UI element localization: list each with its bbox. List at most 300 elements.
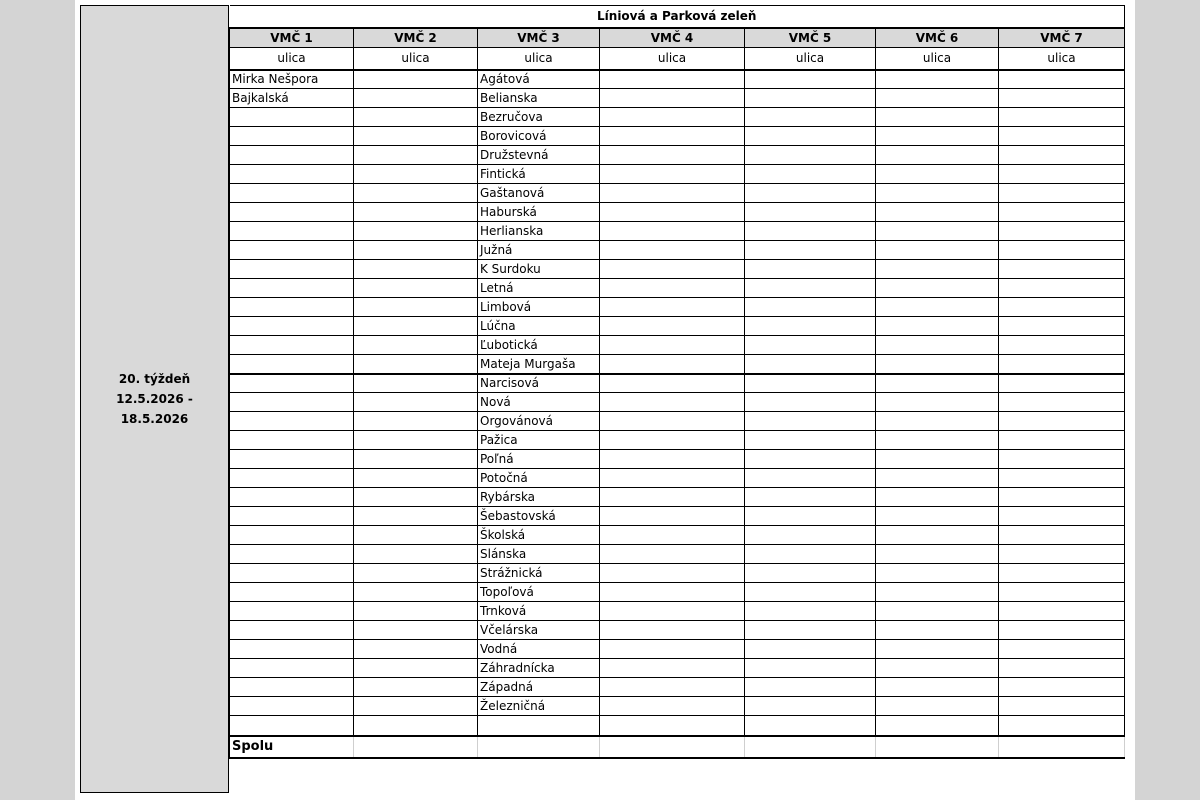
- cell-vmc-2[interactable]: [354, 355, 478, 374]
- cell-vmc-3[interactable]: Potočná: [478, 469, 600, 488]
- cell-vmc-3[interactable]: Ľubotická: [478, 336, 600, 355]
- cell-vmc-7[interactable]: [999, 222, 1125, 241]
- cell-vmc-6[interactable]: [876, 526, 999, 545]
- cell-vmc-3[interactable]: Gaštanová: [478, 184, 600, 203]
- column-header-vmc-5[interactable]: VMČ 5: [745, 28, 876, 48]
- cell-vmc-5[interactable]: [745, 697, 876, 716]
- cell-vmc-2[interactable]: [354, 89, 478, 108]
- table-row: [230, 659, 1125, 678]
- table-row: [230, 469, 1125, 488]
- cell-vmc-2[interactable]: [354, 469, 478, 488]
- cell-vmc-4[interactable]: [600, 697, 745, 716]
- cell-vmc-1[interactable]: [230, 203, 354, 222]
- column-header-vmc-2[interactable]: VMČ 2: [354, 28, 478, 48]
- cell-vmc-6[interactable]: [876, 488, 999, 507]
- cell-vmc-5[interactable]: [745, 431, 876, 450]
- cell-vmc-4[interactable]: [600, 70, 745, 89]
- cell-vmc-1[interactable]: [230, 431, 354, 450]
- cell-vmc-6[interactable]: [876, 621, 999, 640]
- cell-vmc-2[interactable]: [354, 621, 478, 640]
- cell-vmc-3[interactable]: Záhradnícka: [478, 659, 600, 678]
- cell-vmc-1[interactable]: [230, 108, 354, 127]
- cell-vmc-2[interactable]: [354, 298, 478, 317]
- cell-vmc-2[interactable]: [354, 279, 478, 298]
- cell-vmc-6[interactable]: [876, 640, 999, 659]
- cell-vmc-7[interactable]: [999, 317, 1125, 336]
- cell-vmc-2[interactable]: [354, 317, 478, 336]
- cell-vmc-2[interactable]: [354, 640, 478, 659]
- cell-vmc-1[interactable]: [230, 545, 354, 564]
- cell-vmc-4[interactable]: [600, 526, 745, 545]
- cell-vmc-4[interactable]: [600, 298, 745, 317]
- cell-vmc-7[interactable]: [999, 203, 1125, 222]
- cell-vmc-2[interactable]: [354, 659, 478, 678]
- cell-vmc-2[interactable]: [354, 184, 478, 203]
- cell-vmc-7[interactable]: [999, 355, 1125, 374]
- table-row: [230, 621, 1125, 640]
- cell-vmc-3[interactable]: Nová: [478, 393, 600, 412]
- table-row: [230, 488, 1125, 507]
- cell-vmc-3[interactable]: Borovicová: [478, 127, 600, 146]
- cell-vmc-3[interactable]: Šebastovská: [478, 507, 600, 526]
- cell-vmc-3[interactable]: Narcisová: [478, 374, 600, 393]
- cell-vmc-4[interactable]: [600, 241, 745, 260]
- cell-vmc-5[interactable]: [745, 279, 876, 298]
- table-row: [230, 697, 1125, 716]
- cell-vmc-7[interactable]: [999, 507, 1125, 526]
- table-row: [230, 564, 1125, 583]
- cell-vmc-5[interactable]: [745, 393, 876, 412]
- cell-vmc-6[interactable]: [876, 127, 999, 146]
- table-row: [230, 431, 1125, 450]
- cell-vmc-3[interactable]: Družstevná: [478, 146, 600, 165]
- cell-vmc-1[interactable]: [230, 355, 354, 374]
- cell-empty[interactable]: [600, 716, 745, 736]
- cell-vmc-4[interactable]: [600, 108, 745, 127]
- column-subheader-ulica[interactable]: ulica: [876, 48, 999, 70]
- cell-vmc-7[interactable]: [999, 564, 1125, 583]
- table-row: [230, 640, 1125, 659]
- cell-vmc-2[interactable]: [354, 583, 478, 602]
- cell-vmc-4[interactable]: [600, 450, 745, 469]
- cell-vmc-5[interactable]: [745, 165, 876, 184]
- cell-vmc-1[interactable]: [230, 450, 354, 469]
- cell-vmc-4[interactable]: [600, 564, 745, 583]
- cell-vmc-3[interactable]: Južná: [478, 241, 600, 260]
- cell-vmc-5[interactable]: [745, 317, 876, 336]
- cell-vmc-2[interactable]: [354, 165, 478, 184]
- cell-vmc-1[interactable]: [230, 602, 354, 621]
- cell-vmc-1[interactable]: [230, 564, 354, 583]
- cell-vmc-1[interactable]: [230, 583, 354, 602]
- cell-vmc-1[interactable]: [230, 488, 354, 507]
- cell-vmc-7[interactable]: [999, 241, 1125, 260]
- cell-vmc-1[interactable]: [230, 279, 354, 298]
- cell-vmc-1[interactable]: [230, 526, 354, 545]
- cell-vmc-5[interactable]: [745, 222, 876, 241]
- cell-vmc-3[interactable]: Školská: [478, 526, 600, 545]
- cell-vmc-6[interactable]: [876, 374, 999, 393]
- column-subheader-ulica[interactable]: ulica: [999, 48, 1125, 70]
- cell-vmc-2[interactable]: [354, 450, 478, 469]
- cell-vmc-4[interactable]: [600, 222, 745, 241]
- cell-vmc-7[interactable]: [999, 488, 1125, 507]
- cell-vmc-3[interactable]: Poľná: [478, 450, 600, 469]
- cell-vmc-1[interactable]: [230, 241, 354, 260]
- cell-vmc-5[interactable]: [745, 583, 876, 602]
- cell-vmc-6[interactable]: [876, 203, 999, 222]
- cell-vmc-7[interactable]: [999, 127, 1125, 146]
- cell-vmc-7[interactable]: [999, 469, 1125, 488]
- cell-empty[interactable]: [999, 716, 1125, 736]
- table-row: [230, 374, 1125, 393]
- total-cell[interactable]: [478, 736, 600, 758]
- cell-vmc-5[interactable]: [745, 336, 876, 355]
- cell-vmc-3[interactable]: Pažica: [478, 431, 600, 450]
- table-row: [230, 526, 1125, 545]
- cell-vmc-4[interactable]: [600, 488, 745, 507]
- cell-vmc-2[interactable]: [354, 222, 478, 241]
- total-row: [230, 736, 1125, 758]
- cell-vmc-1[interactable]: [230, 507, 354, 526]
- cell-vmc-2[interactable]: [354, 697, 478, 716]
- cell-vmc-2[interactable]: [354, 507, 478, 526]
- cell-vmc-5[interactable]: [745, 659, 876, 678]
- cell-vmc-6[interactable]: [876, 355, 999, 374]
- cell-vmc-6[interactable]: [876, 89, 999, 108]
- total-label[interactable]: Spolu: [230, 736, 354, 758]
- cell-vmc-5[interactable]: [745, 450, 876, 469]
- cell-vmc-4[interactable]: [600, 203, 745, 222]
- column-header-vmc-1[interactable]: VMČ 1: [230, 28, 354, 48]
- table-row-empty: [230, 716, 1125, 736]
- cell-vmc-5[interactable]: [745, 298, 876, 317]
- cell-vmc-3[interactable]: Strážnická: [478, 564, 600, 583]
- column-subheader-ulica[interactable]: ulica: [745, 48, 876, 70]
- cell-vmc-7[interactable]: [999, 393, 1125, 412]
- cell-vmc-3[interactable]: Orgovánová: [478, 412, 600, 431]
- cell-vmc-6[interactable]: [876, 602, 999, 621]
- table-title[interactable]: Líniová a Parková zeleň: [230, 6, 1125, 28]
- cell-vmc-3[interactable]: Mateja Murgaša: [478, 355, 600, 374]
- cell-vmc-7[interactable]: [999, 260, 1125, 279]
- cell-vmc-6[interactable]: [876, 108, 999, 127]
- column-subheader-ulica[interactable]: ulica: [354, 48, 478, 70]
- cell-empty[interactable]: [230, 716, 354, 736]
- cell-vmc-5[interactable]: [745, 355, 876, 374]
- table-row: [230, 393, 1125, 412]
- cell-vmc-1[interactable]: [230, 260, 354, 279]
- cell-vmc-7[interactable]: [999, 184, 1125, 203]
- cell-vmc-5[interactable]: [745, 564, 876, 583]
- cell-vmc-4[interactable]: [600, 146, 745, 165]
- table-row: [230, 260, 1125, 279]
- cell-vmc-3[interactable]: Haburská: [478, 203, 600, 222]
- cell-vmc-4[interactable]: [600, 545, 745, 564]
- cell-vmc-7[interactable]: [999, 279, 1125, 298]
- cell-vmc-1[interactable]: [230, 640, 354, 659]
- cell-vmc-5[interactable]: [745, 469, 876, 488]
- cell-vmc-2[interactable]: [354, 108, 478, 127]
- table-row: [230, 602, 1125, 621]
- cell-vmc-6[interactable]: [876, 317, 999, 336]
- cell-vmc-6[interactable]: [876, 545, 999, 564]
- cell-vmc-6[interactable]: [876, 431, 999, 450]
- cell-vmc-1[interactable]: [230, 412, 354, 431]
- table-row: [230, 298, 1125, 317]
- cell-vmc-6[interactable]: [876, 146, 999, 165]
- cell-vmc-2[interactable]: [354, 203, 478, 222]
- table-row: [230, 507, 1125, 526]
- cell-vmc-6[interactable]: [876, 393, 999, 412]
- cell-vmc-2[interactable]: [354, 336, 478, 355]
- cell-vmc-3[interactable]: Agátová: [478, 70, 600, 89]
- week-number: 20. týždeň: [118, 372, 191, 386]
- cell-vmc-5[interactable]: [745, 108, 876, 127]
- cell-vmc-6[interactable]: [876, 184, 999, 203]
- cell-vmc-1[interactable]: [230, 374, 354, 393]
- cell-vmc-3[interactable]: Belianska: [478, 89, 600, 108]
- cell-vmc-5[interactable]: [745, 374, 876, 393]
- cell-vmc-7[interactable]: [999, 298, 1125, 317]
- cell-vmc-6[interactable]: [876, 659, 999, 678]
- cell-vmc-5[interactable]: [745, 412, 876, 431]
- cell-vmc-7[interactable]: [999, 431, 1125, 450]
- cell-vmc-6[interactable]: [876, 450, 999, 469]
- cell-vmc-1[interactable]: [230, 317, 354, 336]
- cell-vmc-2[interactable]: [354, 241, 478, 260]
- column-header-vmc-7[interactable]: VMČ 7: [999, 28, 1125, 48]
- cell-vmc-7[interactable]: [999, 678, 1125, 697]
- cell-vmc-4[interactable]: [600, 678, 745, 697]
- table-row: [230, 336, 1125, 355]
- cell-vmc-4[interactable]: [600, 317, 745, 336]
- cell-vmc-3[interactable]: Vodná: [478, 640, 600, 659]
- column-header-vmc-3[interactable]: VMČ 3: [478, 28, 600, 48]
- cell-vmc-3[interactable]: Západná: [478, 678, 600, 697]
- total-cell[interactable]: [999, 736, 1125, 758]
- cell-vmc-4[interactable]: [600, 260, 745, 279]
- cell-vmc-5[interactable]: [745, 127, 876, 146]
- cell-vmc-7[interactable]: [999, 412, 1125, 431]
- cell-vmc-6[interactable]: [876, 583, 999, 602]
- cell-vmc-5[interactable]: [745, 678, 876, 697]
- cell-vmc-4[interactable]: [600, 412, 745, 431]
- cell-vmc-4[interactable]: [600, 336, 745, 355]
- cell-vmc-6[interactable]: [876, 222, 999, 241]
- cell-vmc-3[interactable]: Rybárska: [478, 488, 600, 507]
- cell-vmc-5[interactable]: [745, 602, 876, 621]
- cell-vmc-1[interactable]: [230, 697, 354, 716]
- cell-vmc-7[interactable]: [999, 583, 1125, 602]
- cell-vmc-6[interactable]: [876, 412, 999, 431]
- cell-vmc-4[interactable]: [600, 507, 745, 526]
- cell-vmc-2[interactable]: [354, 431, 478, 450]
- cell-vmc-5[interactable]: [745, 488, 876, 507]
- total-cell[interactable]: [876, 736, 999, 758]
- cell-vmc-1[interactable]: Mirka Nešpora: [230, 70, 354, 89]
- week-label-cell[interactable]: [80, 5, 229, 793]
- column-subheader-ulica[interactable]: ulica: [230, 48, 354, 70]
- cell-vmc-7[interactable]: [999, 526, 1125, 545]
- cell-vmc-6[interactable]: [876, 298, 999, 317]
- cell-vmc-3[interactable]: K Surdoku: [478, 260, 600, 279]
- table-row: [230, 127, 1125, 146]
- cell-vmc-2[interactable]: [354, 70, 478, 89]
- table-row: [230, 583, 1125, 602]
- table-row: [230, 222, 1125, 241]
- cell-vmc-5[interactable]: [745, 621, 876, 640]
- cell-vmc-7[interactable]: [999, 89, 1125, 108]
- cell-vmc-6[interactable]: [876, 678, 999, 697]
- cell-vmc-6[interactable]: [876, 70, 999, 89]
- cell-vmc-2[interactable]: [354, 146, 478, 165]
- cell-vmc-1[interactable]: [230, 621, 354, 640]
- cell-vmc-1[interactable]: [230, 127, 354, 146]
- cell-vmc-3[interactable]: Bezručova: [478, 108, 600, 127]
- table-row: [230, 355, 1125, 374]
- column-subheader-ulica[interactable]: ulica: [478, 48, 600, 70]
- cell-vmc-5[interactable]: [745, 241, 876, 260]
- total-cell[interactable]: [354, 736, 478, 758]
- cell-vmc-2[interactable]: [354, 393, 478, 412]
- table-row: [230, 108, 1125, 127]
- cell-vmc-1[interactable]: [230, 393, 354, 412]
- cell-vmc-7[interactable]: [999, 602, 1125, 621]
- cell-vmc-7[interactable]: [999, 545, 1125, 564]
- cell-vmc-7[interactable]: [999, 450, 1125, 469]
- cell-vmc-1[interactable]: [230, 678, 354, 697]
- cell-vmc-6[interactable]: [876, 697, 999, 716]
- table-row: [230, 165, 1125, 184]
- cell-vmc-4[interactable]: [600, 431, 745, 450]
- cell-vmc-5[interactable]: [745, 89, 876, 108]
- cell-empty[interactable]: [354, 716, 478, 736]
- cell-vmc-6[interactable]: [876, 260, 999, 279]
- total-cell[interactable]: [745, 736, 876, 758]
- cell-vmc-2[interactable]: [354, 602, 478, 621]
- cell-vmc-5[interactable]: [745, 526, 876, 545]
- cell-vmc-5[interactable]: [745, 184, 876, 203]
- cell-vmc-1[interactable]: [230, 469, 354, 488]
- cell-vmc-3[interactable]: Topoľová: [478, 583, 600, 602]
- cell-vmc-2[interactable]: [354, 488, 478, 507]
- cell-vmc-4[interactable]: [600, 127, 745, 146]
- cell-vmc-6[interactable]: [876, 241, 999, 260]
- cell-vmc-5[interactable]: [745, 545, 876, 564]
- cell-vmc-2[interactable]: [354, 678, 478, 697]
- cell-vmc-5[interactable]: [745, 70, 876, 89]
- table-row: [230, 412, 1125, 431]
- cell-empty[interactable]: [478, 716, 600, 736]
- cell-vmc-7[interactable]: [999, 165, 1125, 184]
- cell-vmc-2[interactable]: [354, 374, 478, 393]
- cell-vmc-6[interactable]: [876, 279, 999, 298]
- cell-vmc-4[interactable]: [600, 602, 745, 621]
- cell-vmc-7[interactable]: [999, 70, 1125, 89]
- cell-vmc-1[interactable]: [230, 146, 354, 165]
- cell-vmc-5[interactable]: [745, 260, 876, 279]
- cell-vmc-3[interactable]: Slánska: [478, 545, 600, 564]
- table-row: [230, 70, 1125, 89]
- column-header-vmc-6[interactable]: VMČ 6: [876, 28, 999, 48]
- table-row: [230, 89, 1125, 108]
- cell-vmc-4[interactable]: [600, 184, 745, 203]
- cell-vmc-7[interactable]: [999, 697, 1125, 716]
- cell-vmc-7[interactable]: [999, 374, 1125, 393]
- cell-vmc-3[interactable]: Trnková: [478, 602, 600, 621]
- cell-vmc-7[interactable]: [999, 108, 1125, 127]
- cell-vmc-4[interactable]: [600, 659, 745, 678]
- cell-vmc-6[interactable]: [876, 469, 999, 488]
- table-row: [230, 146, 1125, 165]
- cell-vmc-7[interactable]: [999, 146, 1125, 165]
- cell-vmc-3[interactable]: Lúčna: [478, 317, 600, 336]
- cell-empty[interactable]: [876, 716, 999, 736]
- cell-vmc-3[interactable]: Železničná: [478, 697, 600, 716]
- cell-vmc-4[interactable]: [600, 621, 745, 640]
- cell-vmc-7[interactable]: [999, 640, 1125, 659]
- cell-vmc-3[interactable]: Letná: [478, 279, 600, 298]
- cell-vmc-7[interactable]: [999, 336, 1125, 355]
- cell-vmc-4[interactable]: [600, 393, 745, 412]
- cell-vmc-5[interactable]: [745, 507, 876, 526]
- cell-vmc-4[interactable]: [600, 469, 745, 488]
- cell-vmc-6[interactable]: [876, 336, 999, 355]
- cell-vmc-1[interactable]: [230, 165, 354, 184]
- total-cell[interactable]: [600, 736, 745, 758]
- cell-vmc-4[interactable]: [600, 640, 745, 659]
- cell-vmc-1[interactable]: [230, 222, 354, 241]
- schedule-table: [229, 5, 1125, 759]
- column-header-vmc-4[interactable]: VMČ 4: [600, 28, 745, 48]
- cell-vmc-4[interactable]: [600, 355, 745, 374]
- cell-vmc-1[interactable]: [230, 659, 354, 678]
- cell-vmc-2[interactable]: [354, 564, 478, 583]
- cell-vmc-7[interactable]: [999, 659, 1125, 678]
- cell-vmc-2[interactable]: [354, 260, 478, 279]
- week-date-range: 12.5.2026 - 18.5.2026: [116, 392, 193, 426]
- cell-vmc-3[interactable]: Herlianska: [478, 222, 600, 241]
- cell-vmc-1[interactable]: [230, 336, 354, 355]
- cell-vmc-3[interactable]: Fintická: [478, 165, 600, 184]
- cell-vmc-4[interactable]: [600, 89, 745, 108]
- cell-vmc-1[interactable]: [230, 184, 354, 203]
- cell-vmc-5[interactable]: [745, 203, 876, 222]
- cell-vmc-6[interactable]: [876, 165, 999, 184]
- cell-vmc-2[interactable]: [354, 545, 478, 564]
- cell-vmc-7[interactable]: [999, 621, 1125, 640]
- cell-vmc-2[interactable]: [354, 412, 478, 431]
- cell-vmc-4[interactable]: [600, 279, 745, 298]
- cell-vmc-3[interactable]: Limbová: [478, 298, 600, 317]
- cell-vmc-3[interactable]: Včelárska: [478, 621, 600, 640]
- cell-vmc-5[interactable]: [745, 146, 876, 165]
- cell-vmc-5[interactable]: [745, 640, 876, 659]
- cell-vmc-1[interactable]: Bajkalská: [230, 89, 354, 108]
- cell-vmc-4[interactable]: [600, 583, 745, 602]
- cell-vmc-2[interactable]: [354, 526, 478, 545]
- column-subheader-ulica[interactable]: ulica: [600, 48, 745, 70]
- cell-empty[interactable]: [745, 716, 876, 736]
- cell-vmc-6[interactable]: [876, 507, 999, 526]
- cell-vmc-4[interactable]: [600, 374, 745, 393]
- cell-vmc-6[interactable]: [876, 564, 999, 583]
- table-row: [230, 241, 1125, 260]
- cell-vmc-4[interactable]: [600, 165, 745, 184]
- cell-vmc-2[interactable]: [354, 127, 478, 146]
- cell-vmc-1[interactable]: [230, 298, 354, 317]
